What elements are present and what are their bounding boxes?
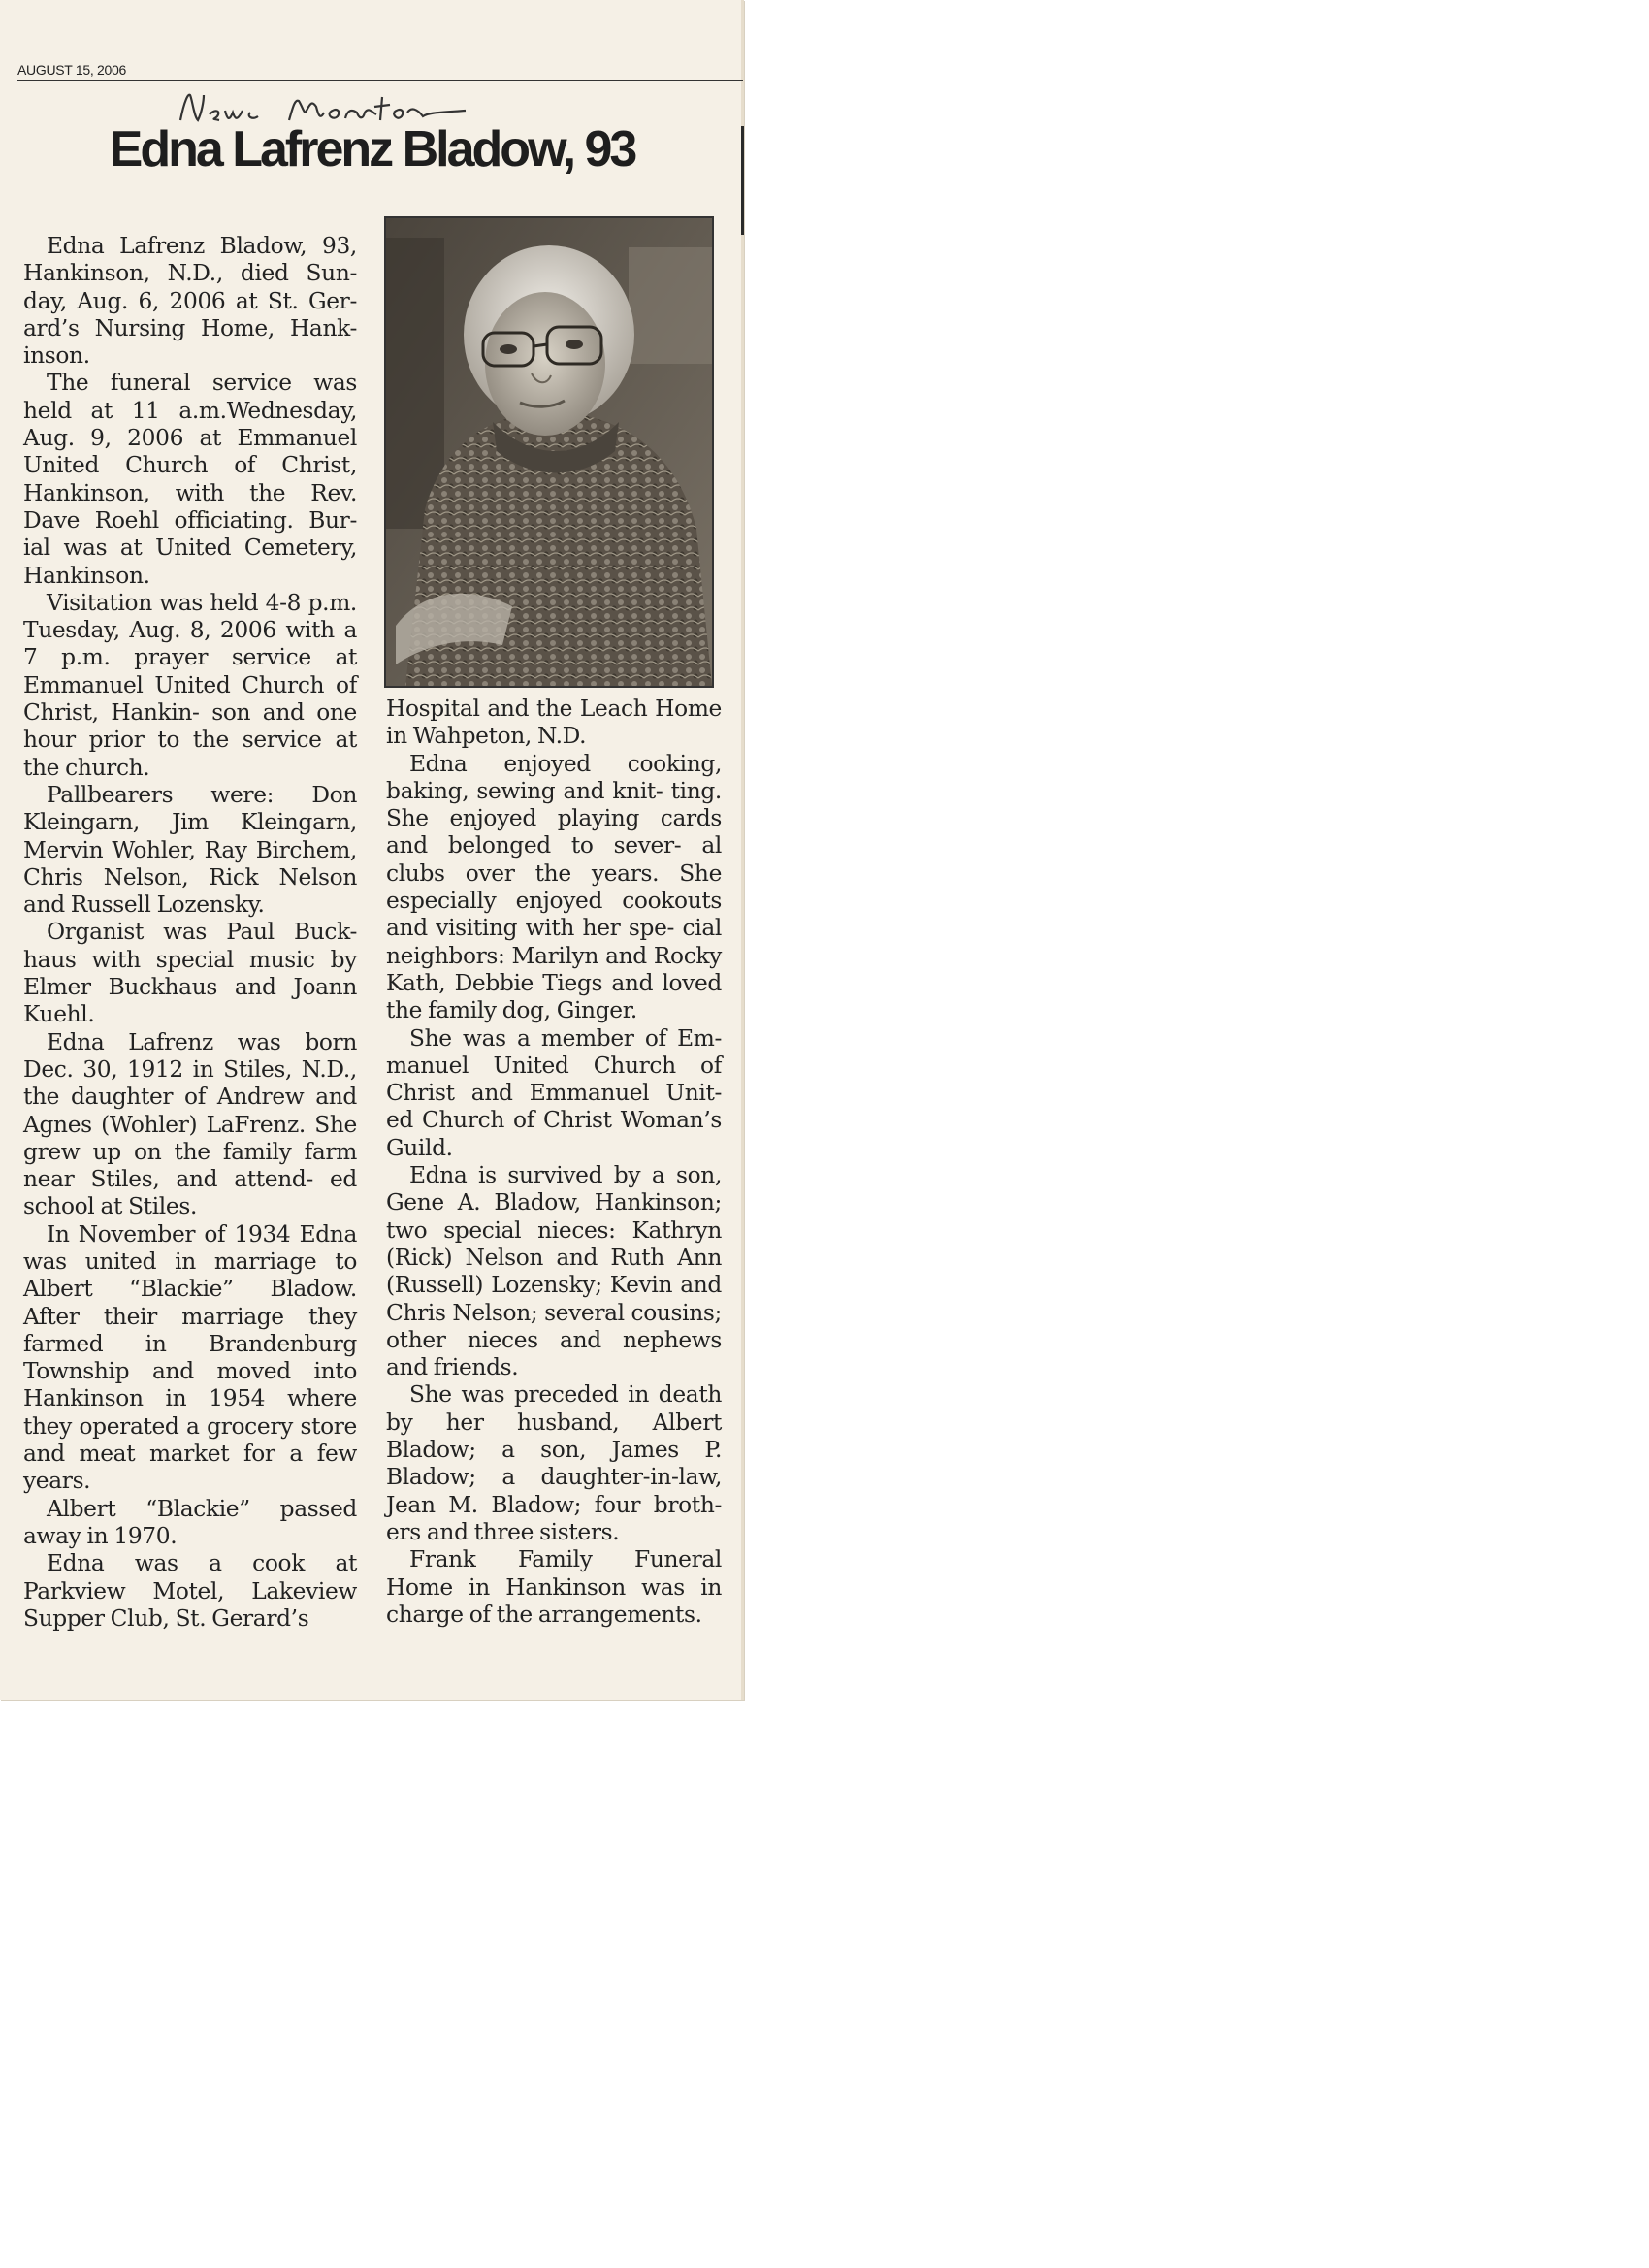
left-column	[23, 233, 357, 1633]
paragraph-membership: She was a member of Em- manuel United Church of Christ and Emmanuel Unit- ed Church of Christ Woman’s Guild.	[386, 1024, 722, 1161]
publication-date: AUGUST 15, 2006	[17, 62, 126, 78]
paragraph-visitation: Visitation was held 4-8 p.m. Tuesday, Aug. 8, 2006 with a 7 p.m. prayer service at Emmanuel United Church of Christ, Hankin- son and one hour prior to the service at the church.	[23, 589, 357, 781]
portrait-photo	[384, 216, 714, 688]
paragraph-preceded: She was preceded in death by her husband, Albert Bladow; a son, James P. Bladow; a daughter-in-law, Jean M. Bladow; four broth- ers and three sisters.	[386, 1381, 722, 1545]
paragraph-pallbearers: Pallbearers were: Don Kleingarn, Jim Kleingarn, Mervin Wohler, Ray Birchem, Chris Nelson, Rick Nelson and Russell Lozensky.	[23, 781, 357, 919]
clipping-edge	[741, 0, 744, 1700]
paragraph-funeral: The funeral service was held at 11 a.m.Wednesday, Aug. 9, 2006 at Emmanuel United Church of Christ, Hankinson, with the Rev. Dave Roehl officiating. Bur- ial was at United Cemetery, Hankinson.	[23, 370, 357, 589]
paragraph-arrangements: Frank Family Funeral Home in Hankinson was in charge of the arrangements.	[386, 1546, 722, 1628]
paragraph-birth: Edna Lafrenz was born Dec. 30, 1912 in Stiles, N.D., the daughter of Andrew and Agnes (Wohler) LaFrenz. She grew up on the family farm near Stiles, and attend- ed school at Stiles.	[23, 1028, 357, 1220]
newspaper-clipping	[0, 0, 744, 1700]
portrait-image	[386, 218, 712, 686]
paragraph-survivors: Edna is survived by a son, Gene A. Bladow, Hankinson; two special nieces: Kathryn (Rick) Nelson and Ruth Ann (Russell) Lozensky; Kevin and Chris Nelson; several cousins; other nieces and nephews and friends.	[386, 1162, 722, 1381]
obituary-headline: Edna Lafrenz Bladow, 93	[109, 121, 635, 178]
header-rule	[17, 80, 743, 81]
paragraph-hobbies: Edna enjoyed cooking, baking, sewing and knit- ting. She enjoyed playing cards and belonged to sever- al clubs over the years. She especially enjoyed cookouts and visiting with her spe- cial neighbors: Marilyn and Rocky Kath, Debbie Tiegs and loved the family dog, Ginger.	[386, 750, 722, 1024]
paragraph-employment: Edna was a cook at Parkview Motel, Lakeview Supper Club, St. Gerard’s	[23, 1550, 357, 1632]
paragraph-death-notice: Edna Lafrenz Bladow, 93, Hankinson, N.D., died Sun- day, Aug. 6, 2006 at St. Ger- ard’s Nursing Home, Hank- inson.	[23, 233, 357, 370]
paragraph-marriage: In November of 1934 Edna was united in marriage to Albert “Blackie” Bladow. After their marriage they farmed in Brandenburg Township and moved into Hankinson in 1954 where they operated a grocery store and meat market for a few years.	[23, 1220, 357, 1495]
paragraph-organist: Organist was Paul Buck- haus with special music by Elmer Buckhaus and Joann Kuehl.	[23, 919, 357, 1028]
right-column	[386, 696, 722, 1629]
paragraph-employment-cont: Hospital and the Leach Home in Wahpeton, N.D.	[386, 696, 722, 750]
paragraph-husband-death: Albert “Blackie” passed away in 1970.	[23, 1495, 357, 1549]
